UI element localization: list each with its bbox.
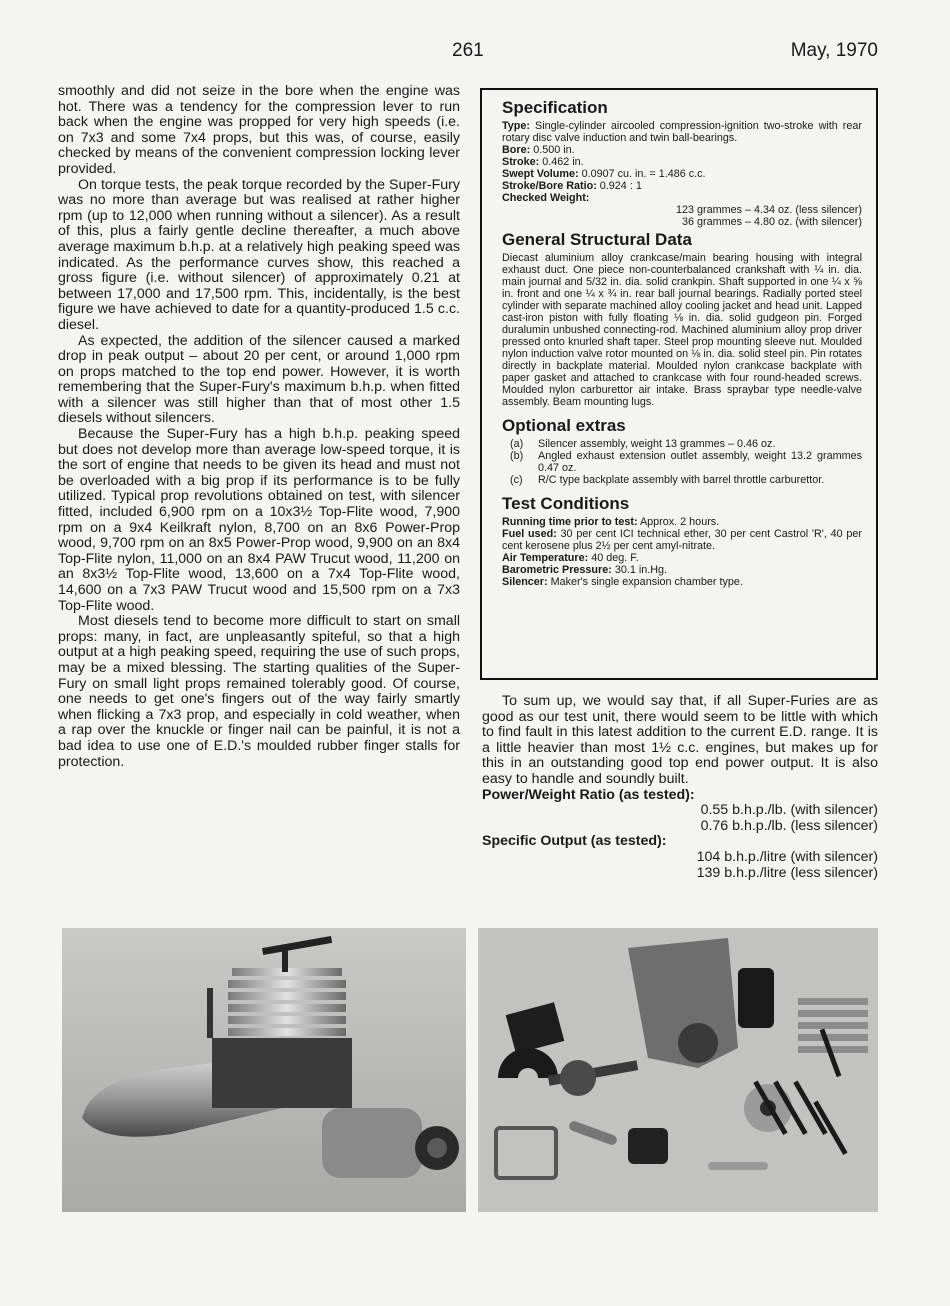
article-left-column bbox=[58, 84, 460, 770]
cond-silencer: Silencer: Maker's single expansion chamber type. bbox=[502, 576, 743, 588]
spec-stroke: Stroke: 0.462 in. bbox=[502, 156, 584, 168]
article-paragraph: smoothly and did not seize in the bore when the engine was hot. There was a tendency for the compression lever to run back when the engine was propped for very high speeds (i.e. on 7x3 and some 7x4 props, but this was, of course, easily checked by means of the convenient compression locking lever provided. bbox=[58, 83, 460, 177]
extras-item: (b) Angled exhaust extension outlet assembly, weight 13.2 grammes 0.47 oz. bbox=[510, 450, 862, 474]
spec-checked-weight: Checked Weight: bbox=[502, 192, 590, 204]
spec-title: Specification bbox=[502, 98, 608, 117]
summary-paragraph: To sum up, we would say that, if all Super-Furies are as good as our test unit, there would seem to be little with which to find fault in this latest addition to the current E.D. range. It is a little heavier than most 1½ c.c. engines, but makes up for this in an outstanding good top end power output. It is also easy to handle and soundly built. bbox=[482, 693, 878, 787]
cond-fuel: Fuel used: 30 per cent ICI technical ether, 30 per cent Castrol 'R', 40 per cent kerosene plus 2½ per cent amyl-nitrate. bbox=[502, 528, 862, 552]
spec-stroke-bore-ratio: Stroke/Bore Ratio: 0.924 : 1 bbox=[502, 180, 642, 192]
specification-box bbox=[480, 88, 878, 680]
extras-title: Optional extras bbox=[502, 416, 626, 435]
specific-output-less: 139 b.h.p./litre (less silencer) bbox=[696, 864, 878, 881]
engine-illustration bbox=[62, 928, 466, 1212]
spec-swept-volume: Swept Volume: 0.0907 cu. in. = 1.486 c.c. bbox=[502, 168, 706, 180]
specific-output-with: 104 b.h.p./litre (with silencer) bbox=[696, 848, 878, 865]
article-paragraph: Because the Super-Fury has a high b.h.p. peaking speed but does not develop more than average low-speed torque, it is the sort of engine that needs to be given its head and must not be overloaded with a big prop if its performance is to be fully utilized. Typical prop revolutions obtained on test, with silencer fitted, included 6,900 rpm on a 10x3½ Top-Flite wood, 7,900 rpm on a 9x4 Keilkraft nylon, 8,700 on an 8x6 Power-Prop wood, 9,700 rpm on an 8x5 Power-Prop wood, 9,900 on an 8x4 Top-Flite nylon, 11,000 on an 8x4 PAW Trucut wood, 11,200 on an 8x3½ Top-Flite wood, 13,600 on a 7x4 Top-Flite wood, 14,600 on a 7x3 PAW Trucut wood and 15,500 rpm on a 7x3 Top-Flite wood. bbox=[58, 426, 460, 614]
extras-item: (c) R/C type backplate assembly with barrel throttle carburettor. bbox=[510, 474, 825, 486]
page-number: 261 bbox=[452, 40, 484, 61]
article-paragraph: As expected, the addition of the silencer caused a marked drop in peak output – about 20 per cent, or around 1,000 rpm on props matched to the top end power. However, it is worth remembering that the Super-Fury's maximum b.h.p. when fitted with a silencer was still higher than that of most other 1.5 diesels without silencers. bbox=[58, 332, 460, 427]
cond-running-time: Running time prior to test: Approx. 2 hours. bbox=[502, 516, 720, 528]
cond-air-temp: Air Temperature: 40 deg. F. bbox=[502, 552, 639, 564]
spec-type: Type: Single-cylinder aircooled compression-ignition two-stroke with rear rotary disc valve induction and twin ball-bearings. bbox=[502, 120, 863, 144]
article-paragraph: Most diesels tend to become more difficult to start on small props: many, in fact, are unpleasantly spiteful, so that a high output at a high peaking speed, requiring the use of such props, may be a mixed blessing. The starting qualities of the Super-Fury on small light props remained tolerably good. Of course, one needs to get one's fingers out of the way fairly smartly when flicking a 7x3 prop, and especially in cold weather, when a rap over the knuckle or finger nail can be painful, it is not a bad idea to use one of E.D.'s moulded rubber finger stalls for protection. bbox=[58, 613, 460, 770]
power-weight-less: 0.76 b.h.p./lb. (less silencer) bbox=[700, 817, 878, 834]
cond-baro: Barometric Pressure: 30.1 in.Hg. bbox=[502, 564, 668, 576]
spec-bore: Bore: 0.500 in. bbox=[502, 144, 575, 156]
page-header bbox=[0, 40, 950, 70]
spec-weight-with: 36 grammes – 4.80 oz. (with silencer) bbox=[681, 216, 862, 228]
structural-title: General Structural Data bbox=[502, 230, 692, 249]
structural-text: Diecast aluminium alloy crankcase/main bearing housing with integral exhaust duct. One piece non-counterbalanced crankshaft with ¼ in. dia. main journal and 5/32 in. dia. solid crankpin. Shaft supported in one ¼ x ⅝ in. front and one ¼ x ¾ in. rear ball journal bearings. Radially ported steel cylinder with separate machined alloy cooling jacket and head unit. Lapped cast-iron piston with fully floating ⅛ in. dia. solid gudgeon pin. Forged duralumin unbushed connecting-rod. Machined aluminium alloy prop driver pressed onto knurled shaft taper. Steel prop mounting sleeve nut. Moulded nylon induction valve rotor mounted on ⅛ in. dia. solid steel pin. Pin rotates directly in backplate material. Moulded nylon crankcase backplate with paper gasket and attached to crankcase with four round-headed screws. Moulded nylon carburettor air intake. Brass spraybar type needle-valve assembly. Beam mounting lugs. bbox=[502, 252, 862, 408]
power-weight-label: Power/Weight Ratio (as tested): bbox=[482, 786, 695, 803]
article-right-column bbox=[482, 694, 878, 881]
disassembled-engine-parts-photo bbox=[478, 928, 878, 1212]
assembled-engine-photo bbox=[62, 928, 466, 1212]
spec-weight-less: 123 grammes – 4.34 oz. (less silencer) bbox=[675, 204, 862, 216]
power-weight-with: 0.55 b.h.p./lb. (with silencer) bbox=[700, 802, 878, 819]
article-paragraph: On torque tests, the peak torque recorded by the Super-Fury was no more than average but was realised at rather higher rpm (up to 12,000 when running without a silencer). As a result of this, plus a fairly gentle decline thereafter, a much above average maximum b.h.p. at a relatively high peaking speed was indicated. As the performance curves show, this reached a gross figure (i.e. without silencer) of approximately 0.21 at between 17,000 and 17,500 rpm. This, incidentally, is the best figure we have achieved to date for a quantity-produced 1.5 c.c. diesel. bbox=[58, 176, 460, 333]
parts-illustration bbox=[478, 928, 878, 1212]
specific-output-label: Specific Output (as tested): bbox=[482, 833, 667, 850]
extras-item: (a) Silencer assembly, weight 13 grammes – 0.46 oz. bbox=[510, 438, 776, 450]
issue-date: May, 1970 bbox=[790, 40, 878, 61]
conditions-title: Test Conditions bbox=[502, 494, 630, 513]
